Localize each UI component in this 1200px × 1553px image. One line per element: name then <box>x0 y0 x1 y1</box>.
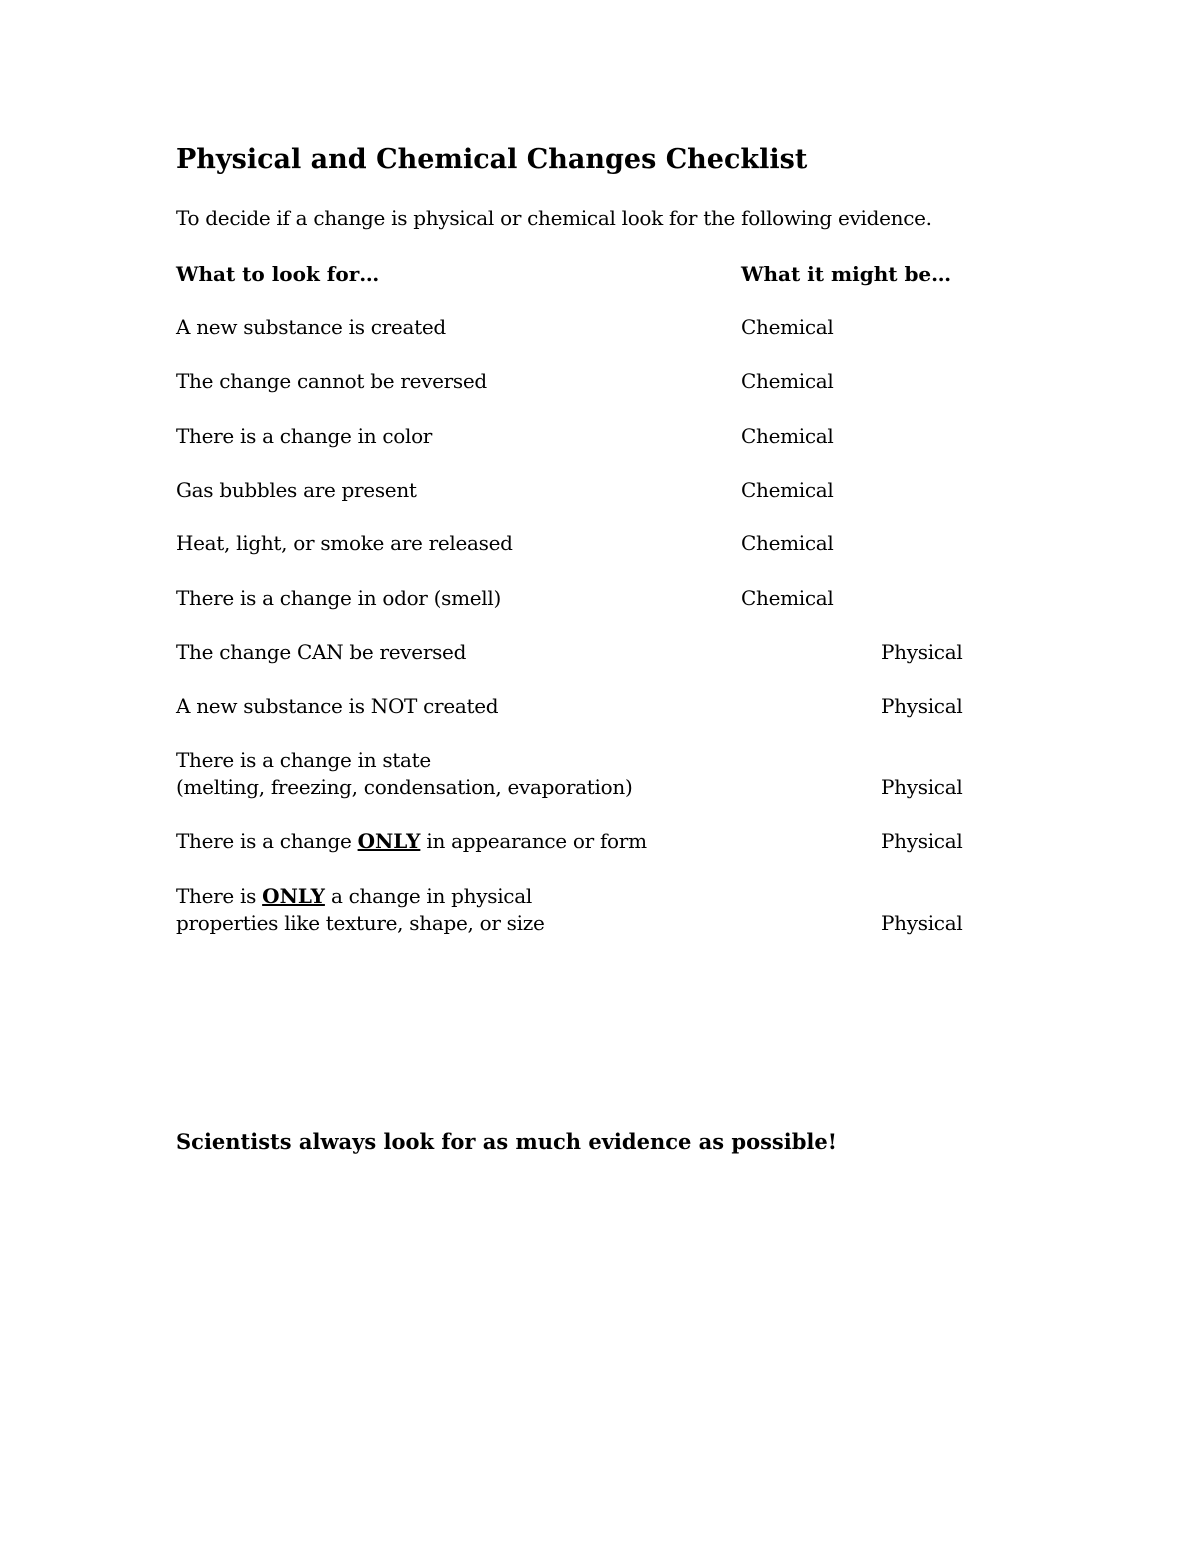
evidence-text-post: in appearance or form <box>420 829 647 853</box>
evidence-text: There is a change in color <box>176 424 433 448</box>
evidence-text: There is a change in odor (smell) <box>176 586 501 610</box>
column-header-might-be: What it might be… <box>741 262 952 286</box>
evidence-line: properties like texture, shape, or size <box>176 911 545 935</box>
evidence-text: A new substance is NOT created <box>176 694 499 718</box>
closing-statement: Scientists always look for as much evidence as possible! <box>176 1129 837 1154</box>
result-physical: Physical <box>881 640 963 664</box>
result-physical: Physical <box>881 911 963 935</box>
evidence-text <box>176 747 632 801</box>
emphasis-only: ONLY <box>262 884 325 908</box>
evidence-line <box>176 883 545 910</box>
intro-text: To decide if a change is physical or chemical look for the following evidence. <box>176 206 932 230</box>
evidence-text: Gas bubbles are present <box>176 478 417 502</box>
evidence-text-post: a change in physical <box>324 884 532 908</box>
evidence-text: Heat, light, or smoke are released <box>176 531 513 555</box>
evidence-line: There is a change in state <box>176 748 431 772</box>
evidence-text: The change CAN be reversed <box>176 640 467 664</box>
evidence-text-pre: There is a change <box>176 829 358 853</box>
result-chemical: Chemical <box>741 531 834 555</box>
evidence-text-pre: There is <box>176 884 263 908</box>
result-physical: Physical <box>881 829 963 853</box>
evidence-text <box>176 828 647 855</box>
evidence-text <box>176 883 545 937</box>
result-chemical: Chemical <box>741 315 834 339</box>
result-physical: Physical <box>881 775 963 799</box>
result-chemical: Chemical <box>741 586 834 610</box>
emphasis-only: ONLY <box>357 829 421 853</box>
column-header-look-for: What to look for… <box>176 262 380 286</box>
evidence-text: The change cannot be reversed <box>176 369 487 393</box>
result-physical: Physical <box>881 694 963 718</box>
result-chemical: Chemical <box>741 369 834 393</box>
evidence-text: A new substance is created <box>176 315 446 339</box>
evidence-line: (melting, freezing, condensation, evaporation) <box>176 775 633 799</box>
page-title: Physical and Chemical Changes Checklist <box>176 144 808 175</box>
result-chemical: Chemical <box>741 478 834 502</box>
result-chemical: Chemical <box>741 424 834 448</box>
